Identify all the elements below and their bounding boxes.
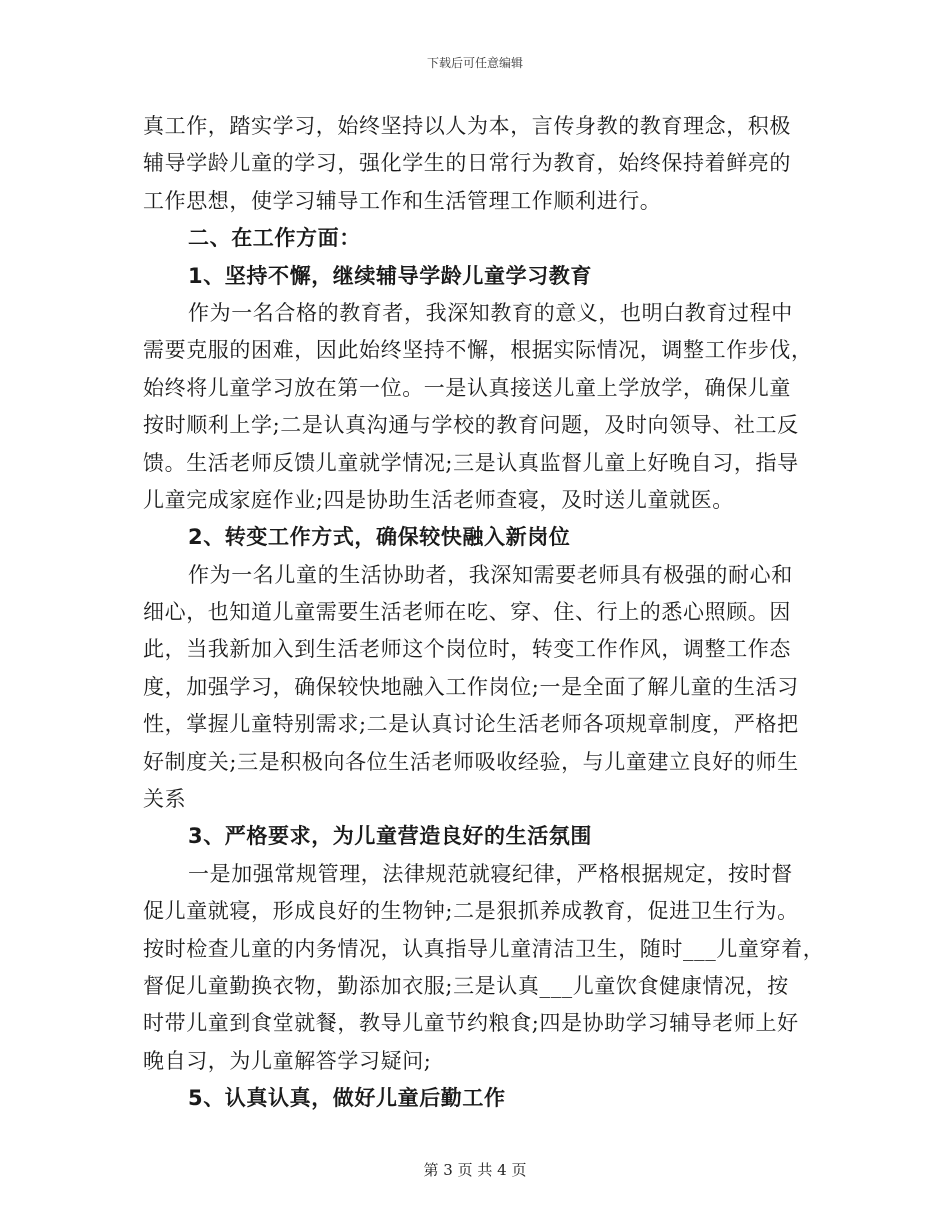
- paragraph-line: 辅导学龄儿童的学习，强化学生的日常行为教育，始终保持着鲜亮的: [143, 151, 791, 176]
- paragraph-line: 性，掌握儿童特别需求;二是认真讨论生活老师各项规章制度，严格把: [143, 712, 799, 737]
- paragraph-line: 馈。生活老师反馈儿童就学情况;三是认真监督儿童上好晚自习，指导: [143, 450, 799, 475]
- paragraph-line: 促儿童就寝，形成良好的生物钟;二是狠抓养成教育，促进卫生行为。: [143, 899, 799, 924]
- paragraph-line: 始终将儿童学习放在第一位。一是认真接送儿童上学放学，确保儿童: [143, 375, 791, 400]
- subsection-heading: 3、严格要求，为儿童营造良好的生活氛围: [188, 824, 593, 849]
- paragraph-line: 关系: [143, 787, 187, 812]
- section-heading: 二、在工作方面：: [188, 226, 361, 251]
- paragraph-line: 真工作，踏实学习，始终坚持以人为本，言传身教的教育理念，积极: [143, 114, 791, 138]
- paragraph-line: 需要克服的困难，因此始终坚持不懈，根据实际情况，调整工作步伐，: [143, 338, 813, 363]
- paragraph-line: 按时顺利上学;二是认真沟通与学校的教育问题，及时向领导、社工反: [143, 413, 799, 438]
- paragraph-line: 督促儿童勤换衣物，勤添加衣服;三是认真___儿童饮食健康情况，按: [143, 973, 789, 998]
- document-body: [143, 108, 825, 1118]
- paragraph-line: 细心，也知道儿童需要生活老师在吃、穿、住、行上的悉心照顾。因: [143, 600, 791, 625]
- paragraph-line: 此，当我新加入到生活老师这个岗位时，转变工作作风，调整工作态: [143, 637, 791, 662]
- paragraph-line: 一是加强常规管理，法律规范就寝纪律，严格根据规定，按时督: [188, 861, 793, 886]
- paragraph-line: 作为一名儿童的生活协助者，我深知需要老师具有极强的耐心和: [188, 562, 793, 587]
- paragraph-line: 作为一名合格的教育者，我深知教育的意义，也明白教育过程中: [188, 300, 793, 325]
- subsection-heading: 1、坚持不懈，继续辅导学龄儿童学习教育: [188, 263, 593, 288]
- subsection-heading: 5、认真认真，做好儿童后勤工作: [188, 1086, 506, 1111]
- paragraph-line: 好制度关;三是积极向各位生活老师吸收经验，与儿童建立良好的师生: [143, 749, 799, 774]
- paragraph-line: 工作思想，使学习辅导工作和生活管理工作顺利进行。: [143, 188, 662, 213]
- page-footer: 第 3 页 共 4 页: [423, 1161, 527, 1179]
- page-header: 下载后可任意编辑: [426, 56, 523, 70]
- subsection-heading: 2、转变工作方式，确保较快融入新岗位: [188, 525, 571, 550]
- paragraph-line: 儿童完成家庭作业;四是协助生活老师查寝，及时送儿童就医。: [143, 487, 734, 512]
- paragraph-line: 按时检查儿童的内务情况，认真指导儿童清洁卫生，随时___儿童穿着，: [143, 936, 825, 961]
- paragraph-line: 晚自习，为儿童解答学习疑问;: [143, 1048, 432, 1073]
- paragraph-line: 度，加强学习，确保较快地融入工作岗位;一是全面了解儿童的生活习: [143, 674, 799, 699]
- paragraph-line: 时带儿童到食堂就餐，教导儿童节约粮食;四是协助学习辅导老师上好: [143, 1011, 799, 1036]
